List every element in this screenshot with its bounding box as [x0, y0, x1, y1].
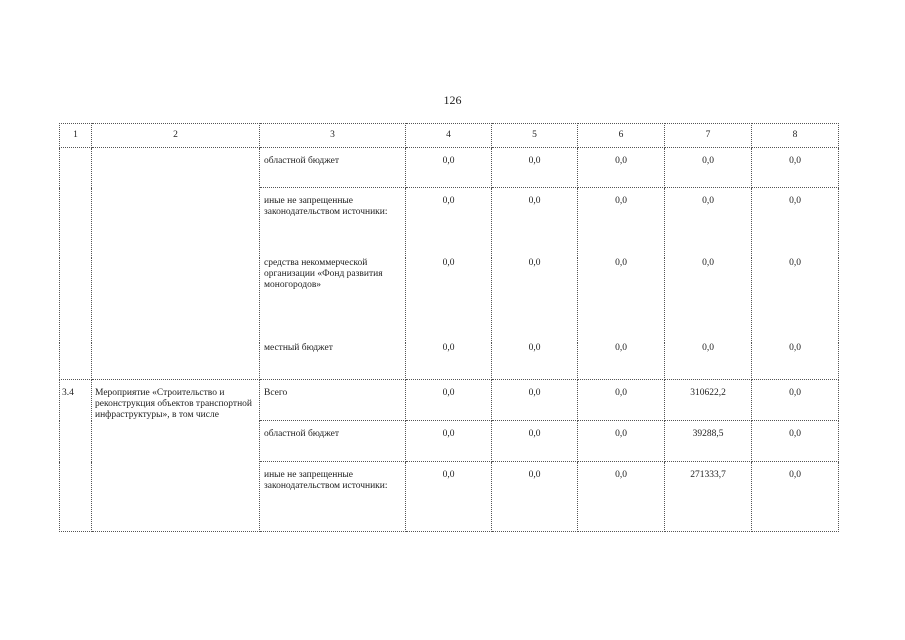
- value-cell: 39288,5: [665, 421, 752, 462]
- source-cell: областной бюджет: [260, 148, 406, 188]
- value-cell: 0,0: [492, 343, 578, 380]
- value-cell: 0,0: [406, 258, 492, 343]
- budget-table: [59, 123, 839, 532]
- value-cell: 0,0: [492, 148, 578, 188]
- value-cell: 0,0: [752, 258, 839, 343]
- header-cell: 8: [752, 124, 839, 148]
- header-cell: 6: [578, 124, 665, 148]
- source-cell: средства некоммерческой организации «Фонд развития моногородов»: [260, 258, 406, 343]
- value-cell: 0,0: [578, 343, 665, 380]
- source-cell: Всего: [260, 380, 406, 421]
- value-cell: 0,0: [665, 258, 752, 343]
- source-cell: местный бюджет: [260, 343, 406, 380]
- header-cell: 2: [92, 124, 260, 148]
- header-cell: 3: [260, 124, 406, 148]
- value-cell: 310622,2: [665, 380, 752, 421]
- value-cell: 0,0: [578, 380, 665, 421]
- value-cell: 0,0: [578, 188, 665, 258]
- header-cell: 4: [406, 124, 492, 148]
- value-cell: 0,0: [578, 421, 665, 462]
- value-cell: 0,0: [752, 421, 839, 462]
- value-cell: 0,0: [492, 380, 578, 421]
- source-cell: иные не запрещенные законодательством источники:: [260, 188, 406, 258]
- value-cell: 0,0: [578, 148, 665, 188]
- value-cell: 0,0: [752, 148, 839, 188]
- value-cell: 0,0: [492, 421, 578, 462]
- item-name-cell: [92, 148, 260, 380]
- value-cell: 0,0: [665, 188, 752, 258]
- table-row: [60, 148, 839, 188]
- value-cell: 271333,7: [665, 462, 752, 532]
- header-cell: 7: [665, 124, 752, 148]
- value-cell: 0,0: [665, 148, 752, 188]
- value-cell: 0,0: [492, 462, 578, 532]
- source-cell: областной бюджет: [260, 421, 406, 462]
- header-cell: 1: [60, 124, 92, 148]
- value-cell: 0,0: [406, 343, 492, 380]
- table-row: [60, 380, 839, 421]
- item-name-cell: Мероприятие «Строительство и реконструкция объектов транспортной инфраструктуры», в том числе: [92, 380, 260, 532]
- value-cell: 0,0: [406, 421, 492, 462]
- value-cell: 0,0: [752, 462, 839, 532]
- value-cell: 0,0: [752, 188, 839, 258]
- value-cell: 0,0: [492, 188, 578, 258]
- source-cell: иные не запрещенные законодательством источники:: [260, 462, 406, 532]
- value-cell: 0,0: [406, 188, 492, 258]
- value-cell: 0,0: [752, 380, 839, 421]
- value-cell: 0,0: [406, 380, 492, 421]
- value-cell: 0,0: [578, 462, 665, 532]
- value-cell: 0,0: [492, 258, 578, 343]
- item-number-cell: 3.4: [60, 380, 92, 532]
- value-cell: 0,0: [406, 148, 492, 188]
- value-cell: 0,0: [406, 462, 492, 532]
- value-cell: 0,0: [665, 343, 752, 380]
- header-row: [60, 124, 839, 148]
- value-cell: 0,0: [578, 258, 665, 343]
- page-number: 126: [443, 93, 462, 107]
- item-number-cell: [60, 148, 92, 380]
- header-cell: 5: [492, 124, 578, 148]
- value-cell: 0,0: [752, 343, 839, 380]
